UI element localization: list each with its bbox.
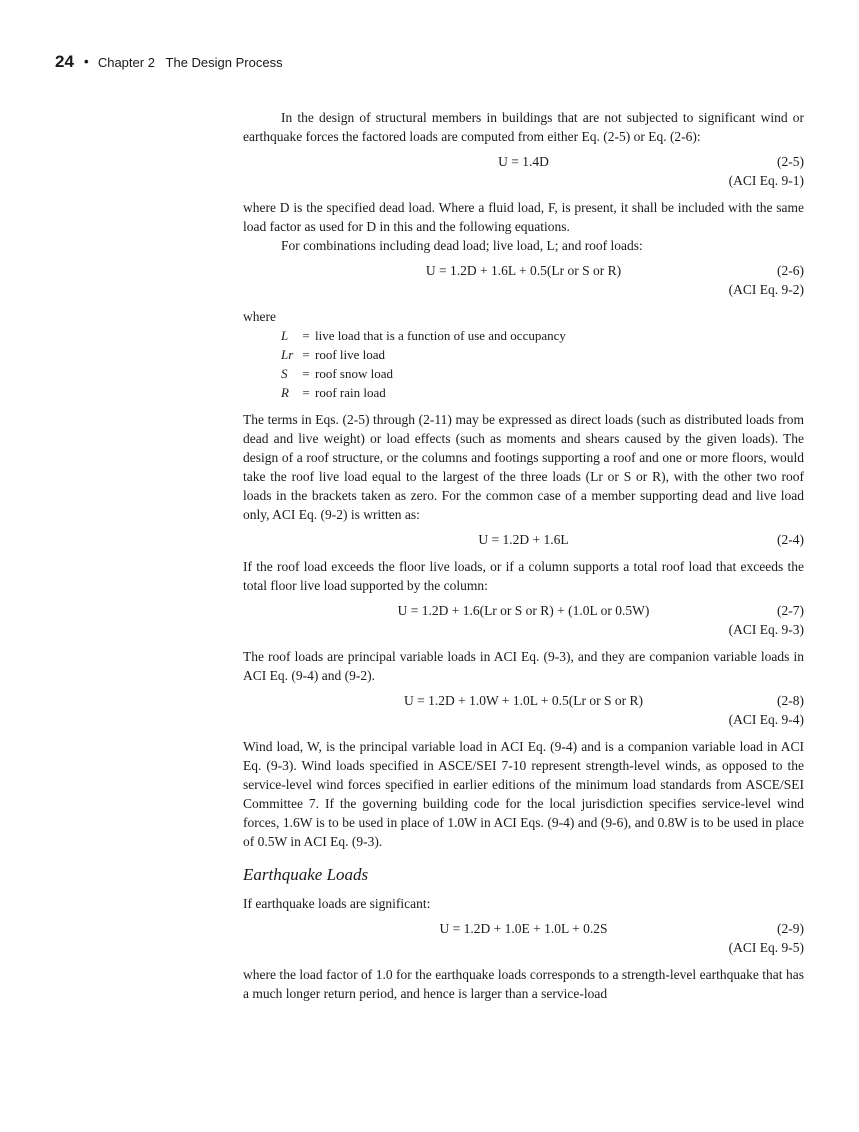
definition-text: roof rain load (315, 385, 386, 400)
section-heading: Earthquake Loads (243, 865, 369, 884)
page-number: 24 (55, 52, 74, 71)
definition-item: L = live load that is a function of use and occupancy (281, 328, 566, 343)
paragraph-earthquake-intro: If earthquake loads are significant: (243, 896, 431, 911)
definition-symbol: S (281, 366, 288, 381)
paragraph-combinations: For combinations including dead load; live load, L; and roof loads: (281, 238, 643, 253)
aci-equation-ref: (ACI Eq. 9-2) (728, 282, 804, 297)
definition-symbol: L (281, 328, 289, 343)
definition-list (281, 326, 804, 402)
paragraph-intro: In the design of structural members in buildings that are not subjected to significant wind or earthquake forces the factored loads are computed from either Eq. (2-5) or Eq. (2-6): (243, 110, 804, 144)
equation-2-6 (243, 261, 804, 280)
equation-number: (2-4) (777, 532, 804, 547)
where-label: where (243, 309, 276, 324)
chapter-title: Chapter 2 The Design Process (97, 55, 283, 70)
body-column (243, 108, 804, 1003)
definition-item: R = roof rain load (281, 385, 386, 400)
paragraph-roof-load: If the roof load exceeds the floor live loads, or if a column supports a total roof load that exceeds the total floor live load supported by the column: (243, 559, 804, 593)
equation-number: (2-7) (777, 603, 804, 618)
definition-item: Lr = roof live load (281, 347, 386, 362)
equation-formula: U = 1.2D + 1.0W + 1.0L + 0.5(Lr or S or R) (404, 693, 643, 708)
equation-formula: U = 1.4D (498, 154, 549, 169)
paragraph-direct-loads: The terms in Eqs. (2-5) through (2-11) may be expressed as direct loads (such as distributed loads from dead and live weight) or load effects (such as moments and shears caused by the given loads). The design of a roof structure, or the columns and footings supporting a roof and one or more floors, would take the roof live load equal to the largest of the three loads (Lr or S or R), with the other two roof loads in the brackets taken as zero. For the common case of a member supporting dead and live load only, ACI Eq. (9-2) is written as: (243, 412, 804, 522)
equation-number: (2-8) (777, 693, 804, 708)
equation-2-5 (243, 152, 804, 171)
definition-text: live load that is a function of use and occupancy (315, 328, 566, 343)
equation-formula: U = 1.2D + 1.6(Lr or S or R) + (1.0L or 0.5W) (397, 603, 650, 618)
definition-item: S = roof snow load (281, 366, 393, 381)
running-header (55, 52, 283, 74)
definition-text: roof live load (315, 347, 386, 362)
paragraph-dead-load: where D is the specified dead load. Where a fluid load, F, is present, it shall be included with the same load factor as used for D in this and the following equations. (243, 200, 804, 234)
equation-formula: U = 1.2D + 1.6L (478, 532, 569, 547)
equation-formula: U = 1.2D + 1.0E + 1.0L + 0.2S (439, 921, 608, 936)
aci-equation-ref: (ACI Eq. 9-1) (728, 173, 804, 188)
equation-formula: U = 1.2D + 1.6L + 0.5(Lr or S or R) (425, 263, 622, 278)
equation-number: (2-6) (777, 263, 804, 278)
header-bullet: • (83, 53, 89, 69)
definition-symbol: Lr (281, 347, 294, 362)
equation-2-8 (243, 691, 804, 710)
equation-number: (2-9) (777, 921, 804, 936)
definition-text: roof snow load (315, 366, 393, 381)
definition-symbol: R (281, 385, 289, 400)
paragraph-earthquake-factor: where the load factor of 1.0 for the earthquake loads corresponds to a strength-level earthquake that has a much longer return period, and hence is larger than a service-load (243, 967, 804, 1001)
equation-number: (2-5) (777, 154, 804, 169)
paragraph-wind-load: Wind load, W, is the principal variable load in ACI Eq. (9-4) and is a companion variable load in ACI Eq. (9-3). Wind loads specified in ASCE/SEI 7-10 represent strength-level winds, as opposed to the service-level wind forces specified in earlier editions of the minimum load standards from ASCE/SEI Committee 7. If the governing building code for the local jurisdiction specifies service-level wind forces, 1.6W is to be used in place of 1.0W in ACI Eqs. (9-4) and (9-6), and 0.8W is to be used in place of 0.5W in ACI Eq. (9-3). (243, 739, 804, 849)
equation-2-7 (243, 601, 804, 620)
aci-equation-ref: (ACI Eq. 9-5) (728, 940, 804, 955)
equation-2-9 (243, 919, 804, 938)
aci-equation-ref: (ACI Eq. 9-3) (728, 622, 804, 637)
aci-equation-ref: (ACI Eq. 9-4) (728, 712, 804, 727)
paragraph-principal-variable: The roof loads are principal variable loads in ACI Eq. (9-3), and they are companion variable loads in ACI Eq. (9-4) and (9-2). (243, 649, 804, 683)
equation-2-4 (243, 530, 804, 549)
